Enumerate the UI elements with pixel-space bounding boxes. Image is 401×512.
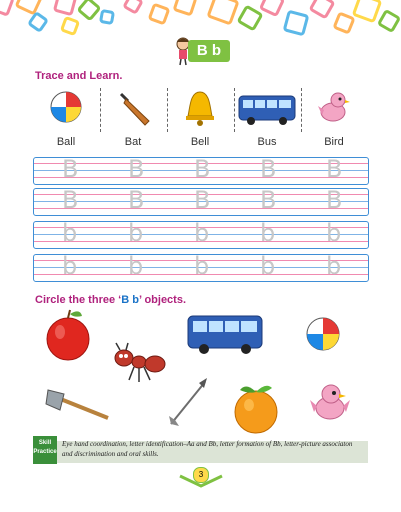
word-label: Ball — [56, 136, 76, 148]
word-picture-row — [33, 86, 367, 148]
axe-icon[interactable] — [44, 388, 112, 422]
trace-letter: B — [326, 155, 343, 183]
trace-letter: b — [194, 252, 210, 280]
bus-object-icon[interactable] — [186, 312, 264, 354]
trace-letter: b — [260, 219, 276, 247]
column-divider — [301, 88, 303, 132]
title-highlight: B b — [121, 294, 139, 306]
skill-label: Skill — [38, 440, 52, 446]
ball-icon — [49, 90, 83, 124]
trace-letter: b — [62, 219, 78, 247]
orange-icon[interactable] — [230, 382, 282, 436]
word-item-bat — [100, 86, 166, 148]
trace-letter: B — [128, 186, 145, 214]
trace-letter: B — [194, 186, 211, 214]
trace-letter: b — [260, 252, 276, 280]
trace-letter: b — [128, 219, 144, 247]
word-label: Bat — [124, 136, 142, 148]
section-title-trace: Trace and Learn. — [35, 70, 123, 82]
title-prefix: Circle the three ‘ — [35, 294, 122, 306]
bat-icon — [113, 88, 153, 128]
title-suffix: ’ objects. — [138, 294, 187, 306]
word-item-ball — [33, 86, 99, 148]
word-item-bell — [167, 86, 233, 148]
practice-label: Practice — [33, 449, 57, 455]
trace-letter: B — [62, 186, 79, 214]
bus-icon — [237, 92, 297, 126]
ball-object-icon[interactable] — [305, 316, 341, 352]
trace-letter: b — [194, 219, 210, 247]
column-divider — [100, 88, 102, 132]
trace-letter: b — [62, 252, 78, 280]
apple-icon[interactable] — [42, 308, 94, 362]
word-label: Bus — [257, 136, 277, 148]
trace-letter: B — [128, 155, 145, 183]
bird-object-icon[interactable] — [308, 380, 352, 424]
trace-letter: B — [326, 186, 343, 214]
bell-icon — [182, 88, 218, 128]
trace-letter: B — [260, 186, 277, 214]
trace-letter: b — [326, 219, 342, 247]
word-label: Bird — [324, 136, 344, 148]
bird-icon — [316, 88, 352, 126]
skill-practice-badge — [33, 436, 57, 464]
word-item-bus — [234, 86, 300, 148]
column-divider — [234, 88, 236, 132]
column-divider — [167, 88, 169, 132]
letter-badge: B b — [188, 40, 230, 62]
section-title-circle — [35, 294, 186, 306]
page-number: 3 — [193, 467, 209, 483]
tracing-line[interactable] — [33, 188, 369, 216]
tracing-line[interactable] — [33, 221, 369, 249]
trace-letter: b — [326, 252, 342, 280]
word-item-bird — [301, 86, 367, 148]
trace-letter: B — [194, 155, 211, 183]
tracing-line[interactable] — [33, 254, 369, 282]
trace-letter: B — [260, 155, 277, 183]
tracing-line[interactable] — [33, 157, 369, 185]
skill-description: Eye hand coordination, letter identification–Aa and Bb, letter formation of Bb, letter-picture associaton and discrimination and oral skills. — [62, 440, 353, 458]
word-label: Bell — [190, 136, 210, 148]
ant-icon[interactable] — [112, 342, 168, 384]
trace-letter: B — [62, 155, 79, 183]
arrow-icon[interactable] — [165, 374, 211, 430]
trace-letter: b — [128, 252, 144, 280]
